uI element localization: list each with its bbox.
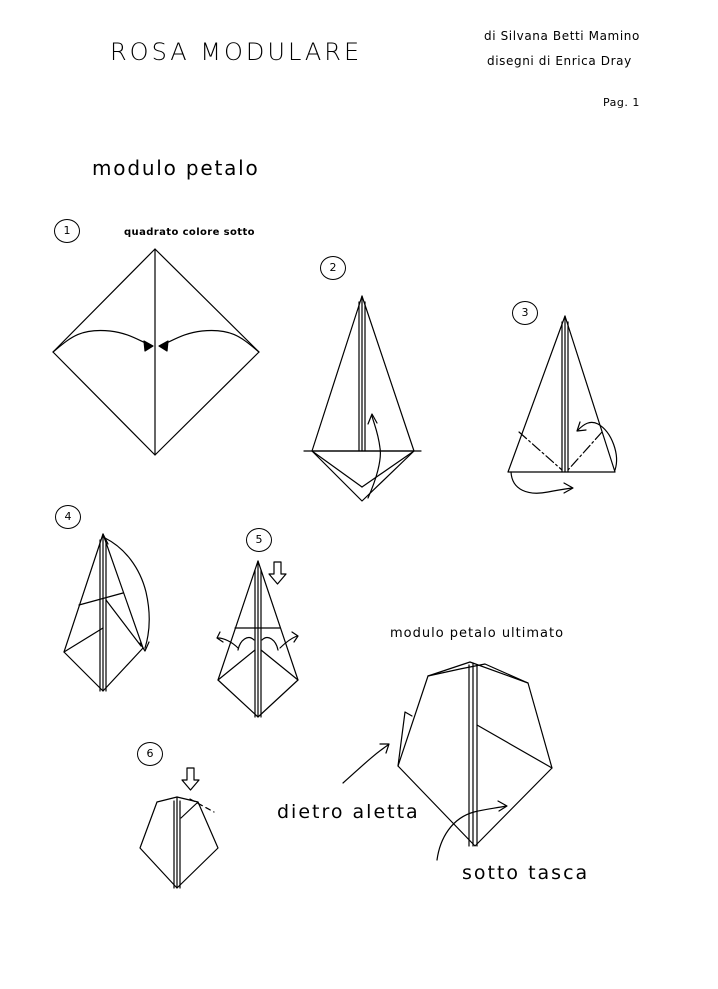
step-number-6: 6 xyxy=(137,742,163,766)
final-module-outline xyxy=(398,662,552,846)
step-1-square xyxy=(53,249,259,455)
step-5-drawing xyxy=(217,561,298,717)
step-3-flip-arrow xyxy=(511,472,572,493)
step-4-drawing xyxy=(64,534,149,691)
step-1-left-arrowhead-icon xyxy=(144,341,153,351)
label-back-flap: dietro aletta xyxy=(277,801,420,823)
step-4-fold-arrow xyxy=(105,538,149,648)
step-number-2: 2 xyxy=(320,256,346,280)
step-1-drawing xyxy=(53,249,259,455)
step-5-left-arrowhead-icon xyxy=(217,632,223,642)
under-pocket-pointer-arrow xyxy=(437,806,506,860)
final-module-inner-crease xyxy=(477,725,552,768)
step-2-inner-line-left xyxy=(312,451,362,487)
step-1-right-fold-arrow xyxy=(162,330,259,352)
step-5-left-fold xyxy=(238,638,254,650)
step-6-outline xyxy=(140,797,218,888)
author-credit: di Silvana Betti Mamino xyxy=(484,29,640,43)
final-module-title: modulo petalo ultimato xyxy=(390,626,565,641)
label-under-pocket: sotto tasca xyxy=(462,862,590,884)
step-3-valley-fold-right xyxy=(568,432,602,470)
step-2-kite-upper xyxy=(312,296,414,451)
step-4-crease-left xyxy=(64,628,103,652)
section-title: modulo petalo xyxy=(92,156,260,180)
step-6-inner-crease xyxy=(181,802,198,818)
step-3-valley-fold-left xyxy=(519,432,562,470)
step-5-left-arrow xyxy=(218,638,238,648)
step-3-fold-arrow xyxy=(578,422,616,470)
step-1-left-fold-arrow xyxy=(53,330,150,352)
step-2-drawing xyxy=(304,296,421,501)
step-number-3: 3 xyxy=(512,301,538,325)
step-1-right-arrowhead-icon xyxy=(159,341,168,351)
step-number-1: 1 xyxy=(54,219,80,243)
step-3-drawing xyxy=(508,316,616,493)
step-6-drawing xyxy=(140,768,218,888)
step-5-push-down-arrow-icon xyxy=(269,562,286,584)
page-number: Pag. 1 xyxy=(603,96,640,109)
step-6-push-down-arrow-icon xyxy=(182,768,199,790)
step-4-crease-upper xyxy=(79,593,123,605)
designer-credit: disegni di Enrica Dray xyxy=(487,54,632,68)
step-2-lower-triangle xyxy=(312,451,414,501)
step-4-crease-right xyxy=(106,600,141,646)
step-2-inner-line-right xyxy=(362,451,414,487)
final-module-top-layer xyxy=(428,664,528,683)
page-title: ROSA MODULARE xyxy=(110,38,363,66)
step-number-5: 5 xyxy=(246,528,272,552)
step-1-note: quadrato colore sotto xyxy=(124,227,255,238)
final-module-drawing xyxy=(343,662,552,860)
step-5-right-fold xyxy=(262,638,278,650)
step-number-4: 4 xyxy=(55,505,81,529)
back-flap-pointer-arrow xyxy=(343,745,388,783)
